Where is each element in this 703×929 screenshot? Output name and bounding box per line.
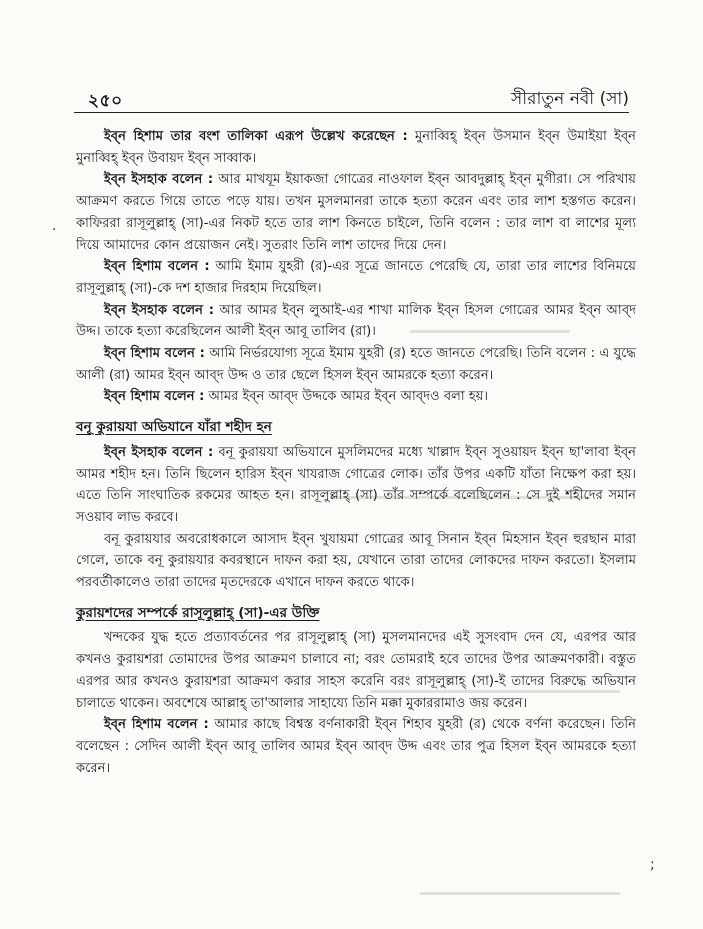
paragraph	[76, 169, 636, 256]
speaker: ইব্‌ন ইসহাক বলেন :	[104, 172, 214, 188]
section-quraysh-statement	[76, 603, 636, 780]
margin-mark: ·	[52, 222, 57, 238]
section-banu-qurayza-martyrs	[76, 417, 636, 594]
speaker: ইব্‌ন ইসহাক বলেন :	[104, 444, 214, 460]
paragraph-text: আমি ইমাম যুহরী (র)-এর সূত্রে জানতে পেরেছি যে, তারা তার লাশের বিনিময়ে রাসূলুল্লাহ্‌ (সা)-কে দশ হাজার দিরহাম দিয়েছিল।	[76, 259, 636, 296]
paragraph-text: আমার কাছে বিশ্বস্ত বর্ণনাকারী ইব্‌ন শিহাব যুহরী (র) থেকে বর্ণনা করেছেন। তিনি বলেছেন : সেদিন আলী ইব্‌ন আবূ তালিব আমর ইব্‌ন আব্‌দ উদ্দ এবং তার পুত্র হিসল ইব্‌ন আমরকে হত্যা করেন।	[76, 717, 636, 776]
running-title: সীরাতুন নবী (সা)	[511, 89, 629, 109]
paragraph-text: আমর ইব্‌ন আব্‌দ উদ্দকে আমর ইব্‌ন আব্‌দও বলা হয়।	[208, 389, 489, 405]
paragraph-text: বনূ কুরায়যার অবরোধকালে আসাদ ইব্‌ন খুযায়মা গোত্রের আবূ সিনান ইব্‌ন মিহসান ইব্‌ন হুরছান মারা গেলে, তাকে বনূ কুরায়যার কবরস্থানে দাফন করা হয়, যেখানে তারা তাদের লোকদের দাফন করতো। ইসলাম পরবর্তীকালেও তারা তাদের মৃতদেরকে এখানে দাফন করতে থাকে।	[76, 531, 636, 591]
speaker: ইব্‌ন হিশাম বলেন :	[104, 346, 205, 362]
paragraph	[76, 627, 636, 714]
margin-mark: ;	[650, 857, 655, 873]
section-genealogy	[76, 126, 636, 408]
page-body	[76, 126, 636, 779]
speaker: ইব্‌ন হিশাম তার বংশ তালিকা এরূপ উল্লেখ করেছেন :	[104, 129, 408, 144]
speaker: ইব্‌ন হিশাম বলেন :	[104, 717, 209, 733]
section-heading: বনূ কুরায়যা অভিযানে যাঁরা শহীদ হন	[76, 419, 272, 436]
paragraph	[76, 714, 636, 779]
paragraph	[76, 300, 636, 343]
paragraph-text: বনূ কুরায়যা অভিযানে মুসলিমদের মধ্যে খাল্লাদ ইব্‌ন সুওয়ায়দ ইব্‌ন ছা'লাবা ইব্‌ন আমর শহীদ হন। তিনি ছিলেন হারিস ইব্‌ন খাযরাজ গোত্রের লোক। তাঁর উপর একটি যাঁতা নিক্ষেপ করা হয়। এতে তিনি সাংঘাতিক রকমের আহত হন। রাসূলুল্লাহ্‌ (সা) তাঁর সম্পর্কে বলেছিলেন : সে দুই শহীদের সমান সওয়াব লাভ করবে।	[76, 444, 637, 525]
bleed-through-mark	[420, 892, 620, 895]
paragraph	[76, 126, 636, 169]
speaker: ইব্‌ন ইসহাক বলেন :	[104, 302, 214, 318]
paragraph-text: মুনাব্বিহ্‌ ইব্‌ন উসমান ইব্‌ন উমাইয়া ইব্‌ন মুনাব্বিহ্‌ ইব্‌ন উবায়দ ইব্‌ন সাব্বাক।	[76, 129, 636, 166]
paragraph	[76, 256, 636, 299]
paragraph	[76, 386, 636, 408]
paragraph	[76, 442, 636, 529]
page-header	[74, 86, 629, 113]
paragraph-text: আর মাখযূম ইয়াকজা গোত্রের নাওফাল ইব্‌ন আবদুল্লাহ্‌ ইব্‌ন মুগীরা। সে পরিখায় আক্রমণ করতে গিয়ে তাতে পড়ে যায়। তখন মুসলমানরা তাকে হত্যা করেন এবং তার লাশ হস্তগত করেন। কাফিররা রাসূলুল্লাহ্‌ (সা)-এর নিকট হতে তার লাশ কিনতে চাইলে, তিনি বলেন : তার লাশ বা লাশের মূল্য দিয়ে আমাদের কোন প্রয়োজন নেই। সুতরাং তিনি লাশ তাদের দিয়ে দেন।	[76, 172, 636, 253]
paragraph	[76, 343, 636, 386]
paragraph-text: খন্দকের যুদ্ধ হতে প্রত্যাবর্তনের পর রাসূলুল্লাহ্‌ (সা) মুসলমানদের এই সুসংবাদ দেন যে, এরপর আর কখনও কুরায়শরা তোমাদের উপর আক্রমণ চালাবে না; বরং তোমরাই হবে তাদের উপর আক্রমণকারী। বস্তুত এরপর আর কখনও কুরায়শরা আক্রমণ করার সাহস করেনি বরং রাসূলুল্লাহ্‌ (সা)-ই তাদের বিরুদ্ধে অভিযান চালাতে থাকেন। অবশেষে আল্লাহ্‌ তা'আলার সাহায্যে তিনি মক্কা মুকাররামাও জয় করেন।	[76, 630, 636, 711]
paragraph	[76, 529, 636, 594]
paragraph-text: আর আমর ইব্‌ন লুআই-এর শাখা মালিক ইব্‌ন হিসল গোত্রের আমর ইব্‌ন আব্‌দ উদ্দ। তাকে হত্যা করেছিলেন আলী ইব্‌ন আবূ তালিব (রা)।	[76, 302, 636, 340]
page-number: ২৫০	[88, 91, 123, 111]
speaker: ইব্‌ন হিশাম বলেন :	[104, 259, 210, 275]
section-heading: কুরায়শদের সম্পর্কে রাসূলুল্লাহ্‌ (সা)-এর উক্তি	[76, 604, 320, 621]
speaker: ইব্‌ন হিশাম বলেন :	[104, 389, 205, 405]
paragraph-text: আমি নির্ভরযোগ্য সূত্রে ইমাম যুহরী (র) হতে জানতে পেরেছি। তিনি বলেন : এ যুদ্ধে আলী (রা) আমর ইব্‌ন আব্‌দ উদ্দ ও তার ছেলে হিসল ইব্‌ন আমরকে হত্যা করেন।	[76, 346, 636, 383]
